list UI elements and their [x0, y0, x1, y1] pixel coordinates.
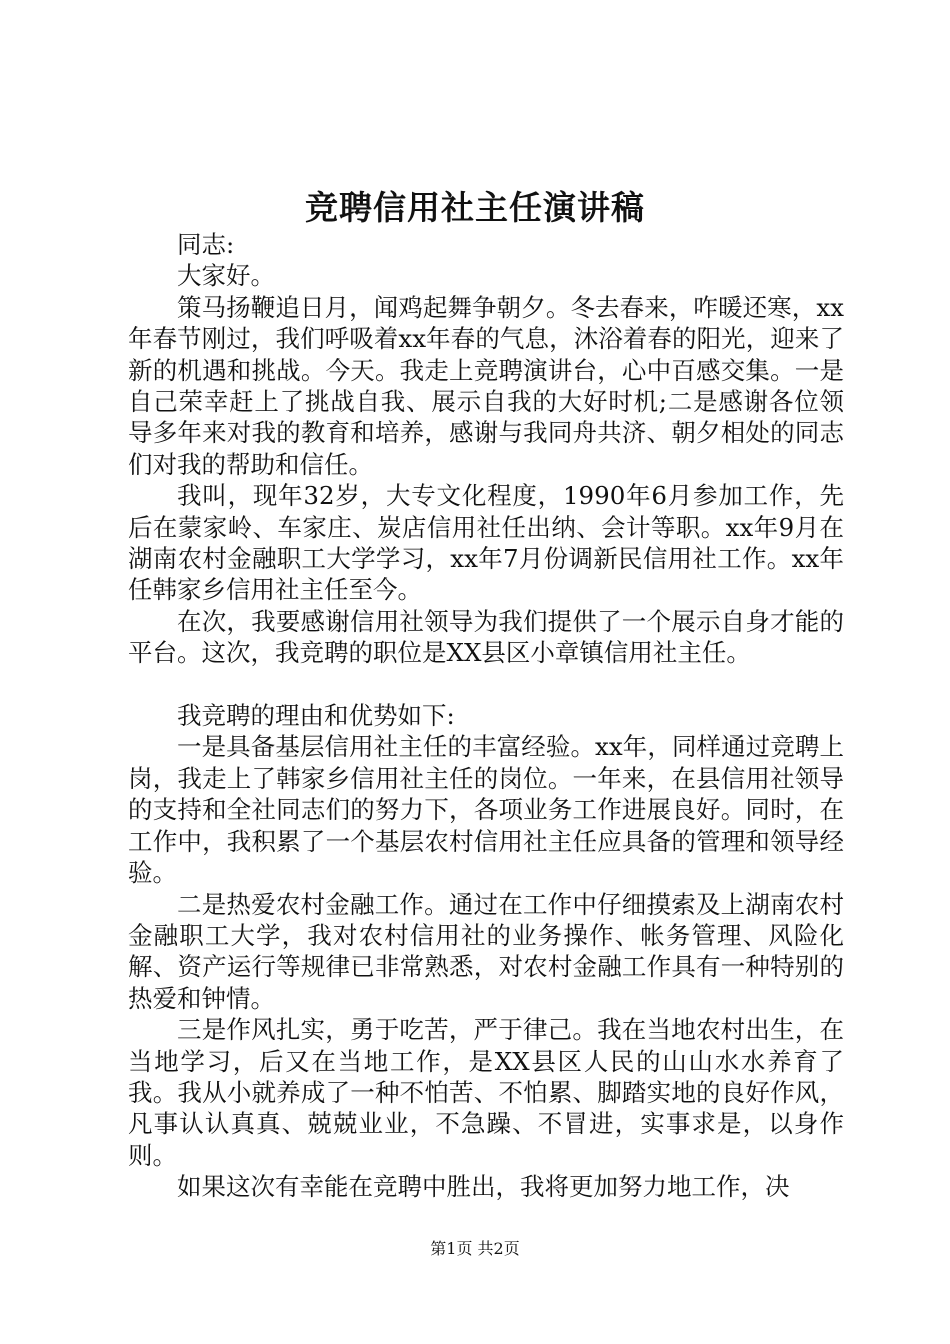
paragraph-reason-1: 一是具备基层信用社主任的丰富经验。xx年，同样通过竞聘上岗，我走上了韩家乡信用社主任的岗位。一年来，在县信用社领导的支持和全社同志们的努力下，各项业务工作进展良好。同时，在工作中，我积累了一个基层农村信用社主任应具备的管理和领导经验。: [128, 732, 844, 888]
document-body: [128, 229, 844, 1203]
paragraph-position: 在次，我要感谢信用社领导为我们提供了一个展示自身才能的平台。这次，我竞聘的职位是XX县区小章镇信用社主任。: [128, 606, 844, 668]
paragraph-reason-3: 三是作风扎实，勇于吃苦，严于律己。我在当地农村出生，在当地学习，后又在当地工作，是XX县区人民的山山水水养育了我。我从小就养成了一种不怕苦、不怕累、脚踏实地的良好作风，凡事认认真真、兢兢业业，不急躁、不冒进，实事求是，以身作则。: [128, 1015, 844, 1170]
paragraph-closing: 如果这次有幸能在竞聘中胜出，我将更加努力地工作，决: [177, 1172, 790, 1202]
paragraph-blank: [128, 669, 844, 700]
page-footer: 第1页 共2页: [430, 1239, 520, 1258]
document-title: 竞聘信用社主任演讲稿: [305, 188, 645, 227]
paragraph-self-intro: 我叫，现年32岁，大专文化程度，1990年6月参加工作，先后在蒙家岭、车家庄、炭店信用社任出纳、会计等职。xx年9月在湖南农村金融职工大学学习，xx年7月份调新民信用社工作。xx年任韩家乡信用社主任至今。: [128, 481, 844, 605]
paragraph-opening: 策马扬鞭追日月，闻鸡起舞争朝夕。冬去春来，咋暖还寒，xx年春节刚过，我们呼吸着xx年春的气息，沐浴着春的阳光，迎来了新的机遇和挑战。今天。我走上竞聘演讲台，心中百感交集。一是自己荣幸赶上了挑战自我、展示自我的大好时机;二是感谢各位领导多年来对我的教育和培养，感谢与我同舟共济、朝夕相处的同志们对我的帮助和信任。: [128, 292, 844, 479]
paragraph-salutation: 同志:: [177, 230, 235, 259]
paragraph-greeting: 大家好。: [177, 261, 275, 291]
paragraph-reasons-heading: 我竞聘的理由和优势如下:: [177, 701, 455, 731]
paragraph-reason-2: 二是热爱农村金融工作。通过在工作中仔细摸索及上湖南农村金融职工大学，我对农村信用社的业务操作、帐务管理、风险化解、资产运行等规律已非常熟悉，对农村金融工作具有一种特别的热爱和钟情。: [128, 889, 844, 1013]
